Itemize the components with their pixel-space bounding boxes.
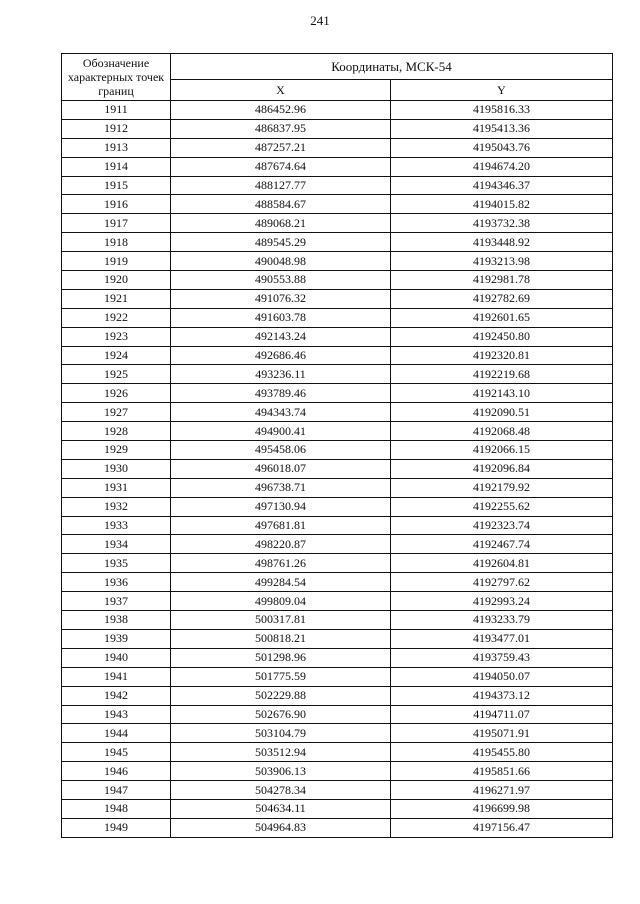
point-number-cell: 1940 bbox=[62, 648, 171, 667]
y-coordinate-cell: 4192450.80 bbox=[391, 327, 613, 346]
table-row bbox=[62, 478, 613, 497]
point-number-cell: 1946 bbox=[62, 762, 171, 781]
table-row bbox=[62, 762, 613, 781]
point-number-cell: 1915 bbox=[62, 176, 171, 195]
table-row bbox=[62, 573, 613, 592]
point-number-cell: 1930 bbox=[62, 459, 171, 478]
table-row bbox=[62, 252, 613, 271]
x-coordinate-cell: 492686.46 bbox=[171, 346, 391, 365]
point-number-cell: 1927 bbox=[62, 403, 171, 422]
y-coordinate-cell: 4196271.97 bbox=[391, 781, 613, 800]
y-coordinate-cell: 4193233.79 bbox=[391, 611, 613, 630]
y-coordinate-cell: 4192320.81 bbox=[391, 346, 613, 365]
table-row bbox=[62, 686, 613, 705]
y-coordinate-cell: 4194373.12 bbox=[391, 686, 613, 705]
x-coordinate-cell: 498220.87 bbox=[171, 535, 391, 554]
table-row bbox=[62, 781, 613, 800]
y-coordinate-cell: 4192323.74 bbox=[391, 516, 613, 535]
table-body bbox=[62, 101, 613, 838]
point-number-cell: 1917 bbox=[62, 214, 171, 233]
y-coordinate-cell: 4192143.10 bbox=[391, 384, 613, 403]
y-coordinate-cell: 4194346.37 bbox=[391, 176, 613, 195]
point-number-cell: 1934 bbox=[62, 535, 171, 554]
point-number-cell: 1922 bbox=[62, 308, 171, 327]
point-number-cell: 1944 bbox=[62, 724, 171, 743]
point-number-cell: 1911 bbox=[62, 101, 171, 120]
y-coordinate-cell: 4193213.98 bbox=[391, 252, 613, 271]
y-coordinate-cell: 4196699.98 bbox=[391, 799, 613, 818]
point-number-cell: 1926 bbox=[62, 384, 171, 403]
table-row bbox=[62, 176, 613, 195]
y-coordinate-cell: 4192255.62 bbox=[391, 497, 613, 516]
table-row bbox=[62, 138, 613, 157]
table-row bbox=[62, 497, 613, 516]
point-number-cell: 1914 bbox=[62, 157, 171, 176]
point-number-cell: 1923 bbox=[62, 327, 171, 346]
point-number-cell: 1933 bbox=[62, 516, 171, 535]
x-coordinate-cell: 503906.13 bbox=[171, 762, 391, 781]
table-row bbox=[62, 535, 613, 554]
x-coordinate-cell: 493236.11 bbox=[171, 365, 391, 384]
coordinates-table bbox=[61, 53, 613, 838]
x-coordinate-cell: 491603.78 bbox=[171, 308, 391, 327]
x-coordinate-cell: 503512.94 bbox=[171, 743, 391, 762]
table-row bbox=[62, 592, 613, 611]
x-coordinate-cell: 491076.32 bbox=[171, 289, 391, 308]
y-coordinate-cell: 4192090.51 bbox=[391, 403, 613, 422]
y-coordinate-cell: 4192993.24 bbox=[391, 592, 613, 611]
y-coordinate-cell: 4192068.48 bbox=[391, 422, 613, 441]
x-coordinate-cell: 496018.07 bbox=[171, 459, 391, 478]
point-number-cell: 1925 bbox=[62, 365, 171, 384]
table-row bbox=[62, 157, 613, 176]
x-coordinate-cell: 496738.71 bbox=[171, 478, 391, 497]
point-number-cell: 1932 bbox=[62, 497, 171, 516]
table-row bbox=[62, 724, 613, 743]
table-row bbox=[62, 384, 613, 403]
y-coordinate-cell: 4192981.78 bbox=[391, 271, 613, 290]
x-coordinate-cell: 488584.67 bbox=[171, 195, 391, 214]
table-header bbox=[62, 54, 613, 101]
x-coordinate-cell: 489068.21 bbox=[171, 214, 391, 233]
point-number-cell: 1935 bbox=[62, 554, 171, 573]
y-coordinate-cell: 4193732.38 bbox=[391, 214, 613, 233]
x-coordinate-cell: 500317.81 bbox=[171, 611, 391, 630]
table-row bbox=[62, 346, 613, 365]
y-coordinate-cell: 4195413.36 bbox=[391, 119, 613, 138]
page-number: 241 bbox=[310, 13, 330, 28]
x-coordinate-cell: 500818.21 bbox=[171, 629, 391, 648]
point-number-cell: 1913 bbox=[62, 138, 171, 157]
point-number-cell: 1912 bbox=[62, 119, 171, 138]
x-coordinate-cell: 504278.34 bbox=[171, 781, 391, 800]
x-coordinate-cell: 504964.83 bbox=[171, 818, 391, 837]
table-row bbox=[62, 101, 613, 120]
table-row bbox=[62, 441, 613, 460]
y-coordinate-cell: 4195043.76 bbox=[391, 138, 613, 157]
y-coordinate-cell: 4192782.69 bbox=[391, 289, 613, 308]
x-coordinate-cell: 487257.21 bbox=[171, 138, 391, 157]
x-coordinate-cell: 490553.88 bbox=[171, 271, 391, 290]
x-coordinate-cell: 494343.74 bbox=[171, 403, 391, 422]
point-number-cell: 1931 bbox=[62, 478, 171, 497]
table-row bbox=[62, 308, 613, 327]
x-coordinate-cell: 489545.29 bbox=[171, 233, 391, 252]
x-coordinate-cell: 493789.46 bbox=[171, 384, 391, 403]
point-number-cell: 1924 bbox=[62, 346, 171, 365]
table-row bbox=[62, 327, 613, 346]
x-coordinate-cell: 501298.96 bbox=[171, 648, 391, 667]
x-coordinate-cell: 487674.64 bbox=[171, 157, 391, 176]
x-coordinate-cell: 486452.96 bbox=[171, 101, 391, 120]
point-number-cell: 1941 bbox=[62, 667, 171, 686]
x-coordinate-cell: 499809.04 bbox=[171, 592, 391, 611]
x-coordinate-cell: 501775.59 bbox=[171, 667, 391, 686]
y-coordinate-cell: 4194015.82 bbox=[391, 195, 613, 214]
table-row bbox=[62, 214, 613, 233]
table-row bbox=[62, 818, 613, 837]
y-coordinate-cell: 4193477.01 bbox=[391, 629, 613, 648]
y-coordinate-cell: 4193759.43 bbox=[391, 648, 613, 667]
point-number-cell: 1948 bbox=[62, 799, 171, 818]
y-coordinate-cell: 4194711.07 bbox=[391, 705, 613, 724]
x-coordinate-cell: 497130.94 bbox=[171, 497, 391, 516]
y-coordinate-cell: 4192467.74 bbox=[391, 535, 613, 554]
table-row bbox=[62, 403, 613, 422]
table-row bbox=[62, 629, 613, 648]
x-coordinate-cell: 494900.41 bbox=[171, 422, 391, 441]
x-coordinate-cell: 495458.06 bbox=[171, 441, 391, 460]
x-coordinate-cell: 488127.77 bbox=[171, 176, 391, 195]
x-column-header: X bbox=[171, 80, 391, 101]
y-coordinate-cell: 4195455.80 bbox=[391, 743, 613, 762]
point-number-cell: 1918 bbox=[62, 233, 171, 252]
table-row bbox=[62, 119, 613, 138]
point-number-cell: 1949 bbox=[62, 818, 171, 837]
table-row bbox=[62, 554, 613, 573]
table-row bbox=[62, 799, 613, 818]
designation-column-header: Обозначение характерных точек границ bbox=[62, 54, 171, 101]
x-coordinate-cell: 492143.24 bbox=[171, 327, 391, 346]
point-number-cell: 1919 bbox=[62, 252, 171, 271]
point-number-cell: 1936 bbox=[62, 573, 171, 592]
table-row bbox=[62, 271, 613, 290]
y-coordinate-cell: 4192601.65 bbox=[391, 308, 613, 327]
point-number-cell: 1928 bbox=[62, 422, 171, 441]
point-number-cell: 1947 bbox=[62, 781, 171, 800]
x-coordinate-cell: 490048.98 bbox=[171, 252, 391, 271]
x-coordinate-cell: 502229.88 bbox=[171, 686, 391, 705]
table-row bbox=[62, 289, 613, 308]
x-coordinate-cell: 497681.81 bbox=[171, 516, 391, 535]
x-coordinate-cell: 498761.26 bbox=[171, 554, 391, 573]
point-number-cell: 1929 bbox=[62, 441, 171, 460]
table-row bbox=[62, 611, 613, 630]
y-coordinate-cell: 4194050.07 bbox=[391, 667, 613, 686]
point-number-cell: 1938 bbox=[62, 611, 171, 630]
y-coordinate-cell: 4192096.84 bbox=[391, 459, 613, 478]
point-number-cell: 1916 bbox=[62, 195, 171, 214]
table-row bbox=[62, 459, 613, 478]
table-row bbox=[62, 516, 613, 535]
y-coordinate-cell: 4192604.81 bbox=[391, 554, 613, 573]
coordinates-column-header: Координаты, МСК-54 bbox=[171, 54, 613, 80]
point-number-cell: 1943 bbox=[62, 705, 171, 724]
table-row bbox=[62, 365, 613, 384]
table-row bbox=[62, 422, 613, 441]
point-number-cell: 1920 bbox=[62, 271, 171, 290]
point-number-cell: 1945 bbox=[62, 743, 171, 762]
table-row bbox=[62, 648, 613, 667]
x-coordinate-cell: 504634.11 bbox=[171, 799, 391, 818]
table-row bbox=[62, 705, 613, 724]
y-coordinate-cell: 4195071.91 bbox=[391, 724, 613, 743]
point-number-cell: 1921 bbox=[62, 289, 171, 308]
point-number-cell: 1939 bbox=[62, 629, 171, 648]
y-coordinate-cell: 4192066.15 bbox=[391, 441, 613, 460]
point-number-cell: 1942 bbox=[62, 686, 171, 705]
y-coordinate-cell: 4192219.68 bbox=[391, 365, 613, 384]
y-coordinate-cell: 4194674.20 bbox=[391, 157, 613, 176]
point-number-cell: 1937 bbox=[62, 592, 171, 611]
x-coordinate-cell: 499284.54 bbox=[171, 573, 391, 592]
x-coordinate-cell: 502676.90 bbox=[171, 705, 391, 724]
x-coordinate-cell: 486837.95 bbox=[171, 119, 391, 138]
x-coordinate-cell: 503104.79 bbox=[171, 724, 391, 743]
y-coordinate-cell: 4192179.92 bbox=[391, 478, 613, 497]
table-row bbox=[62, 233, 613, 252]
y-coordinate-cell: 4195816.33 bbox=[391, 101, 613, 120]
y-coordinate-cell: 4195851.66 bbox=[391, 762, 613, 781]
y-coordinate-cell: 4197156.47 bbox=[391, 818, 613, 837]
table-row bbox=[62, 195, 613, 214]
y-coordinate-cell: 4192797.62 bbox=[391, 573, 613, 592]
y-column-header: Y bbox=[391, 80, 613, 101]
table-row bbox=[62, 743, 613, 762]
table-row bbox=[62, 667, 613, 686]
y-coordinate-cell: 4193448.92 bbox=[391, 233, 613, 252]
